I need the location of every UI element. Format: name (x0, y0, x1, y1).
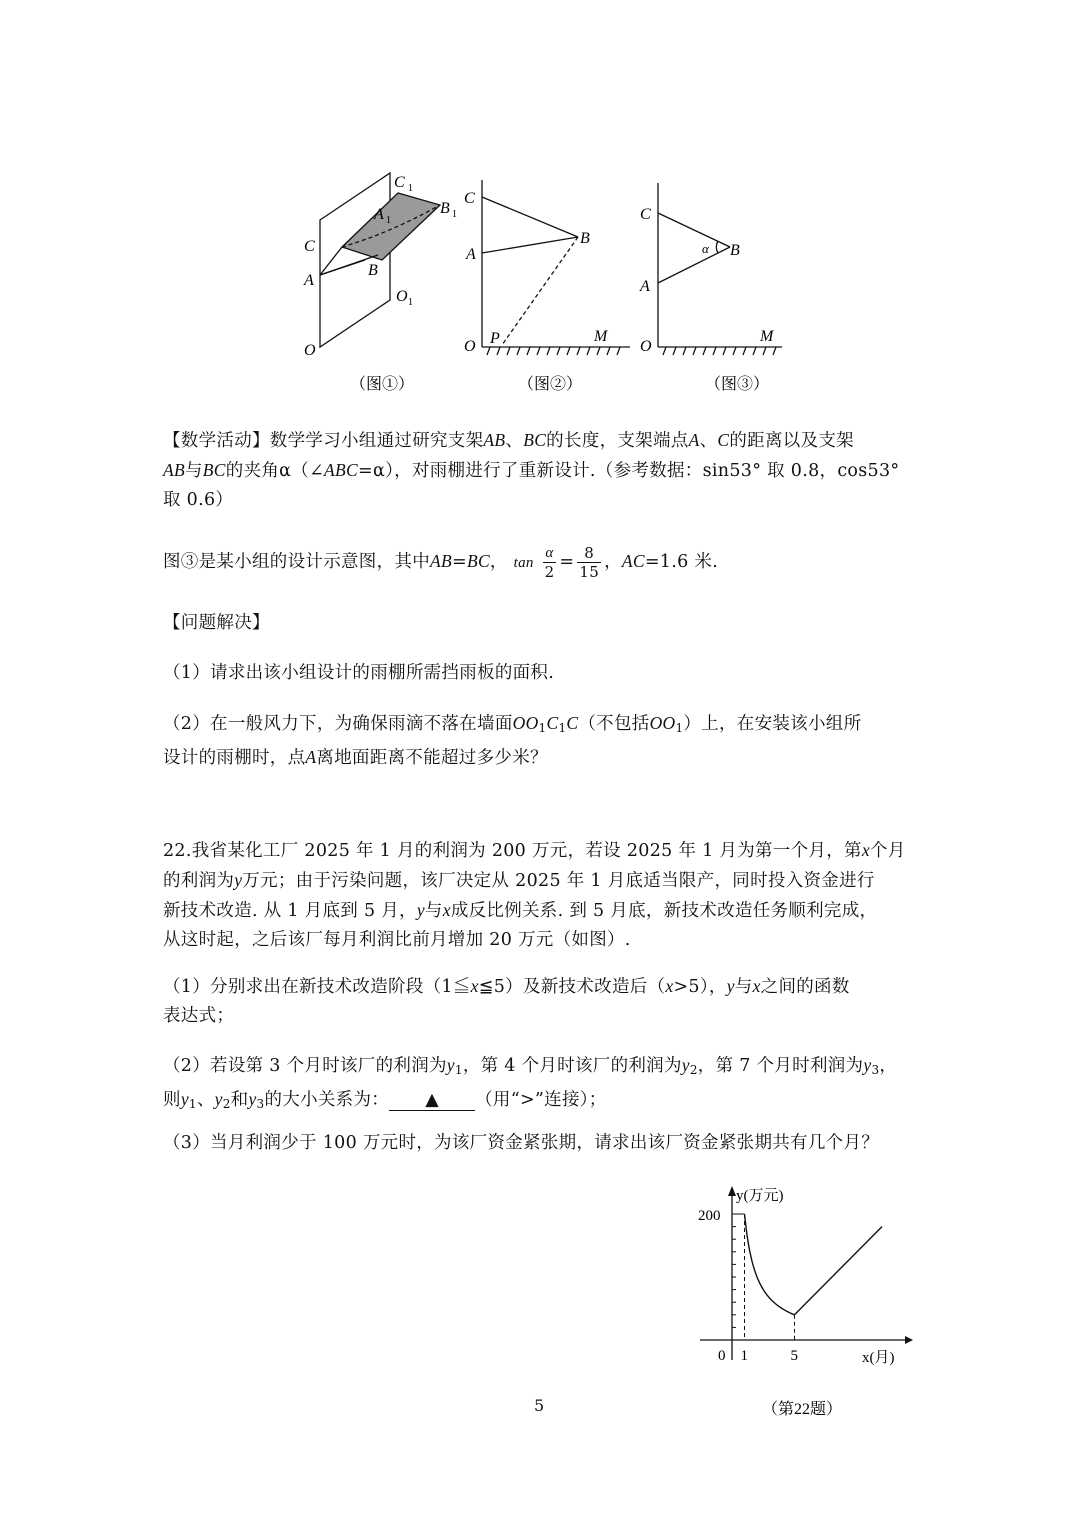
chart-caption: （第22题） (762, 1401, 843, 1418)
ground-hatch (557, 347, 560, 355)
y-axis-arrow (728, 1186, 736, 1196)
fig1-sub-a1: 1 (386, 215, 391, 226)
fig2-label-p: P (490, 330, 500, 347)
ground-hatch (713, 347, 716, 355)
ground-hatch (547, 347, 550, 355)
fig2-caption: （图②） (518, 376, 583, 393)
figure-1 (320, 173, 440, 347)
x-tick-1: 1 (740, 1348, 748, 1364)
ground-hatch (693, 347, 696, 355)
fig1-label-a1: A (374, 206, 384, 223)
ground-hatch (773, 347, 776, 355)
ground-hatch (537, 347, 540, 355)
fig1-label-c: C (304, 238, 315, 255)
x-axis-label: x(月) (862, 1350, 895, 1366)
ground-hatch (683, 347, 686, 355)
fig1-label-o1: O (396, 288, 408, 305)
problem-22-stem: 22.我省某化工厂 2025 年 1 月的利润为 200 万元，若设 2025 年 1 月为第一个月，第x个月 的利润为y万元；由于污染问题，该厂决定从 2025 年 1 月底适当限产，同时投入资金进行 新技术改造. 从 1 月底到 5 月，y与x成反比例关系. 到 5 月底，新技术改造任务顺利完成， 从这时起，之后该厂每月利润比前月增加 20 万元（如图）. (163, 840, 906, 950)
activity-paragraph: 【数学活动】数学学习小组通过研究支架AB、BC的长度，支架端点A、C的距离以及支架 AB与BC的夹角α（∠ABC=α），对雨棚进行了重新设计.（参考数据：sin53° 取 0.8，cos53° 取 0.6） (163, 430, 900, 510)
ground-hatch (527, 347, 530, 355)
fig3-caption: （图③） (705, 376, 770, 393)
fig1-label-c1: C (394, 174, 405, 191)
fig1-label-b1: B (440, 200, 450, 217)
ground-hatch (507, 347, 510, 355)
question-2: （2）在一般风力下，为确保雨滴不落在墙面$OO_1C_1C$（不包括$OO_1$）上，在安装该小组所 设计的雨棚时，点A离地面距离不能超过多少米？ (163, 713, 862, 768)
fig2-label-o: O (464, 338, 476, 355)
ground-hatch (673, 347, 676, 355)
ground-hatch (587, 347, 590, 355)
ground-hatch (763, 347, 766, 355)
design-paragraph: 图③是某小组的设计示意图，其中AB=BC， tan $\frac{\alpha}{2}$ = $\frac{8}{15}$ ，AC=1.6 米. (163, 544, 719, 581)
fig2-label-b: B (580, 230, 590, 247)
ground-hatch (617, 347, 620, 355)
fig3-label-alpha: α (702, 241, 709, 256)
ground-hatch (607, 347, 610, 355)
fig2-label-a: A (466, 246, 476, 263)
ground-hatch (703, 347, 706, 355)
ground-hatch (753, 347, 756, 355)
problem-22-q1: （1）分别求出在新技术改造阶段（1≦x≦5）及新技术改造后（x>5），y与x之间的函数 表达式； (163, 976, 850, 1026)
series-linear (795, 1227, 883, 1315)
origin-label: 0 (718, 1348, 726, 1364)
figures-top (290, 165, 810, 405)
fig3-label-c: C (640, 206, 651, 223)
fig2-label-c: C (464, 190, 475, 207)
ground-hatch (597, 347, 600, 355)
ground-hatch (577, 347, 580, 355)
ground-hatch (723, 347, 726, 355)
fig1-sub-o1: 1 (408, 297, 413, 308)
problem-22-q2: （2）若设第 3 个月时该厂的利润为$y_1$，第 4 个月时该厂的利润为$y_2$，第 7 个月时利润为$y_3$， 则$y_1$、$y_2$和$y_3$的大小关系为： ▲ （用“>”连接）； (163, 1055, 898, 1111)
ground-hatch (517, 347, 520, 355)
ground-hatch (663, 347, 666, 355)
fig3-label-m: M (760, 328, 774, 345)
ground-hatch (497, 347, 500, 355)
x-tick-5: 5 (790, 1348, 798, 1364)
page-number: 5 (534, 1396, 545, 1415)
y-tick-200: 200 (698, 1208, 721, 1224)
profit-chart (690, 1180, 920, 1420)
series-inverse-curve (745, 1214, 795, 1315)
fig2-label-m: M (594, 328, 608, 345)
ground-hatch (733, 347, 736, 355)
fig1-caption: （图①） (350, 376, 415, 393)
x-axis-arrow (905, 1336, 913, 1344)
ground-hatch (567, 347, 570, 355)
problem-heading: 【问题解决】 (163, 613, 270, 633)
figure-2 (482, 180, 630, 355)
fig3-label-a: A (640, 278, 650, 295)
fig1-label-o: O (304, 342, 316, 359)
fig1-label-a: A (304, 272, 314, 289)
fig3-label-b: B (730, 242, 740, 259)
problem-22-q3: （3）当月利润少于 100 万元时，为该厂资金紧张期，请求出该厂资金紧张期共有几个月？ (163, 1133, 880, 1153)
fig1-sub-b1: 1 (452, 209, 457, 220)
ground-hatch (743, 347, 746, 355)
fig1-sub-c1: 1 (408, 183, 413, 194)
question-1: （1）请求出该小组设计的雨棚所需挡雨板的面积. (163, 663, 555, 683)
y-axis-label: y(万元) (736, 1188, 784, 1204)
answer-blank[interactable]: ▲ (389, 1090, 475, 1111)
fig1-label-b: B (368, 262, 378, 279)
fig3-label-o: O (640, 338, 652, 355)
ground-hatch (487, 347, 490, 355)
